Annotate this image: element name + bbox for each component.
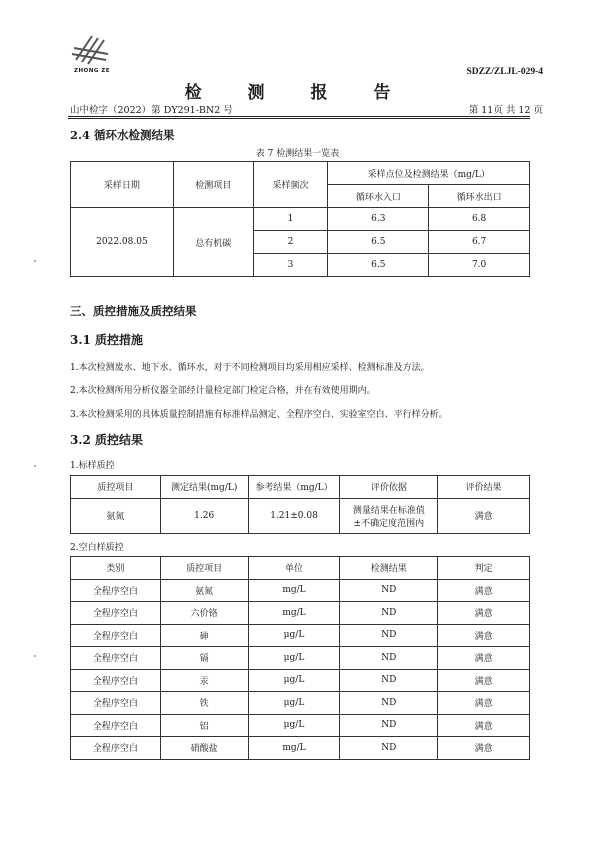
cell-item: 氨氮 bbox=[160, 579, 248, 602]
cell-unit: mg/L bbox=[248, 602, 340, 625]
cell-type: 全程序空白 bbox=[71, 602, 161, 625]
std-basis-line-2: ±不确定度范围内 bbox=[353, 518, 425, 529]
cell-judge: 满意 bbox=[438, 714, 530, 737]
header-outlet: 循环水出口 bbox=[429, 185, 530, 208]
binding-mark bbox=[34, 465, 36, 467]
table-row bbox=[71, 692, 530, 715]
cell-item: 汞 bbox=[160, 669, 248, 692]
cell-type: 全程序空白 bbox=[71, 692, 161, 715]
standard-sample-label: 1.标样质控 bbox=[70, 461, 115, 471]
cell-type: 全程序空白 bbox=[71, 737, 161, 760]
page-info: 第 11页 共 12 页 bbox=[468, 105, 543, 116]
header-inlet: 循环水入口 bbox=[328, 185, 429, 208]
paragraph-2: 2.本次检测所用分析仪器全部经计量检定部门检定合格，并在有效使用期内。 bbox=[70, 386, 376, 396]
std-header-reference: 参考结果（mg/L） bbox=[248, 476, 340, 499]
paragraph-3: 3.本次检测采用的具体质量控制措施有标准样品测定、全程序空白、实验室空白、平行样分析。 bbox=[70, 410, 448, 420]
blank-header-type: 类别 bbox=[71, 557, 161, 580]
section-3-1-heading: 3.1 质控措施 bbox=[70, 333, 144, 347]
cell-type: 全程序空白 bbox=[71, 624, 161, 647]
cell-judge: 满意 bbox=[438, 737, 530, 760]
cell-inlet: 6.3 bbox=[328, 208, 429, 231]
report-title: 检 测 报 告 bbox=[184, 83, 411, 103]
report-number: 山中检字（2022）第 DY291-BN2 号 bbox=[70, 105, 233, 116]
cell-unit: μg/L bbox=[248, 647, 340, 670]
std-cell-measured: 1.26 bbox=[160, 498, 248, 533]
cell-result: ND bbox=[340, 714, 438, 737]
std-cell-item: 氨氮 bbox=[71, 498, 161, 533]
cell-unit: mg/L bbox=[248, 579, 340, 602]
table-row bbox=[71, 579, 530, 602]
header-rule bbox=[68, 116, 530, 117]
blank-sample-table bbox=[70, 556, 530, 760]
std-cell-reference: 1.21±0.08 bbox=[248, 498, 340, 533]
cell-unit: μg/L bbox=[248, 624, 340, 647]
header-item: 检测项目 bbox=[173, 162, 253, 208]
cell-unit: μg/L bbox=[248, 669, 340, 692]
table-row bbox=[71, 714, 530, 737]
cell-outlet: 6.8 bbox=[429, 208, 530, 231]
cell-item: 总有机碳 bbox=[173, 208, 253, 277]
standard-sample-table bbox=[70, 475, 530, 534]
binding-mark bbox=[34, 655, 36, 657]
cell-outlet: 7.0 bbox=[429, 254, 530, 277]
cell-result: ND bbox=[340, 669, 438, 692]
cell-result: ND bbox=[340, 737, 438, 760]
cell-unit: μg/L bbox=[248, 692, 340, 715]
table-row bbox=[71, 624, 530, 647]
cell-judge: 满意 bbox=[438, 647, 530, 670]
std-header-item: 质控项目 bbox=[71, 476, 161, 499]
table-row bbox=[71, 647, 530, 670]
cell-result: ND bbox=[340, 624, 438, 647]
cell-inlet: 6.5 bbox=[328, 254, 429, 277]
binding-mark bbox=[34, 260, 36, 262]
std-header-measured: 测定结果(mg/L) bbox=[160, 476, 248, 499]
cell-judge: 满意 bbox=[438, 579, 530, 602]
cell-item: 砷 bbox=[160, 624, 248, 647]
cell-type: 全程序空白 bbox=[71, 669, 161, 692]
blank-header-item: 质控项目 bbox=[160, 557, 248, 580]
blank-header-result: 检测结果 bbox=[340, 557, 438, 580]
cell-type: 全程序空白 bbox=[71, 714, 161, 737]
paragraph-1: 1.本次检测废水、地下水、循环水，对于不同检测项目均采用相应采样、检测标准及方法。 bbox=[70, 363, 430, 373]
header-freq: 采样频次 bbox=[253, 162, 328, 208]
cell-judge: 满意 bbox=[438, 602, 530, 625]
cell-unit: μg/L bbox=[248, 714, 340, 737]
cell-judge: 满意 bbox=[438, 624, 530, 647]
cell-type: 全程序空白 bbox=[71, 647, 161, 670]
section-2-4-heading: 2.4 循环水检测结果 bbox=[70, 128, 175, 142]
cell-date: 2022.08.05 bbox=[71, 208, 174, 277]
section-3-2-heading: 3.2 质控结果 bbox=[70, 433, 144, 447]
blank-sample-label: 2.空白样质控 bbox=[70, 543, 124, 553]
document-code: SDZZ/ZLJL-029-4 bbox=[466, 67, 543, 77]
header-group: 采样点位及检测结果（mg/L） bbox=[328, 162, 530, 185]
header-date: 采样日期 bbox=[71, 162, 174, 208]
cell-outlet: 6.7 bbox=[429, 231, 530, 254]
blank-header-judge: 判定 bbox=[438, 557, 530, 580]
logo-text: ZHONG ZE bbox=[73, 68, 111, 74]
company-logo bbox=[62, 30, 122, 80]
table-7-caption: 表 7 检测结果一览表 bbox=[255, 149, 340, 159]
cell-judge: 满意 bbox=[438, 692, 530, 715]
cell-item: 铁 bbox=[160, 692, 248, 715]
cell-type: 全程序空白 bbox=[71, 579, 161, 602]
cell-item: 硝酸盐 bbox=[160, 737, 248, 760]
std-cell-result: 满意 bbox=[438, 498, 530, 533]
std-basis-line-1: 测量结果在标准值 bbox=[352, 505, 425, 516]
zhongze-logo-icon bbox=[62, 30, 122, 68]
cell-result: ND bbox=[340, 579, 438, 602]
cell-inlet: 6.5 bbox=[328, 231, 429, 254]
cell-item: 六价铬 bbox=[160, 602, 248, 625]
cell-result: ND bbox=[340, 647, 438, 670]
cell-judge: 满意 bbox=[438, 669, 530, 692]
std-cell-basis bbox=[340, 498, 438, 533]
table-row bbox=[71, 737, 530, 760]
cell-item: 铝 bbox=[160, 714, 248, 737]
section-3-heading: 三、质控措施及质控结果 bbox=[70, 304, 197, 318]
cell-item: 镉 bbox=[160, 647, 248, 670]
std-header-basis: 评价依据 bbox=[340, 476, 438, 499]
table-row bbox=[71, 669, 530, 692]
cell-freq: 2 bbox=[253, 231, 328, 254]
std-header-result: 评价结果 bbox=[438, 476, 530, 499]
cell-unit: mg/L bbox=[248, 737, 340, 760]
cell-result: ND bbox=[340, 602, 438, 625]
results-table bbox=[70, 161, 530, 277]
blank-header-unit: 单位 bbox=[248, 557, 340, 580]
cell-freq: 1 bbox=[253, 208, 328, 231]
header-rule-2 bbox=[68, 118, 530, 119]
cell-result: ND bbox=[340, 692, 438, 715]
cell-freq: 3 bbox=[253, 254, 328, 277]
table-row bbox=[71, 602, 530, 625]
